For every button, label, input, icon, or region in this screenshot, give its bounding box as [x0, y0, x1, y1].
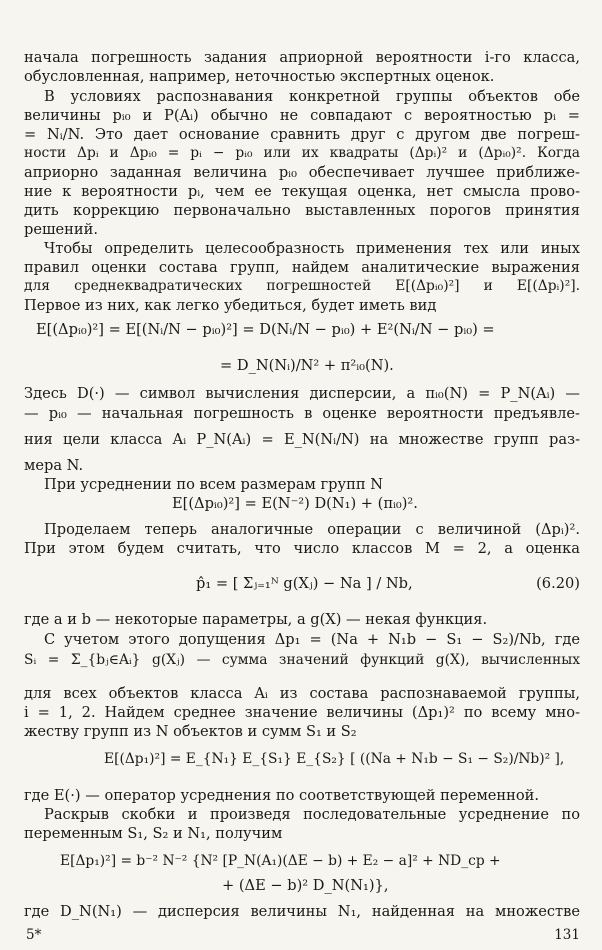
text-line: для всех объектов класса Aᵢ из состава распознаваемой группы, — [24, 685, 580, 702]
equation-number: (6.20) — [536, 575, 580, 592]
text-line: обусловленная, например, неточностью экспертных оценок. — [24, 68, 495, 85]
text-line: мера N. — [24, 457, 84, 474]
text-line: Чтобы определить целесообразность применения тех или иных — [44, 240, 580, 257]
page-number: 131 — [554, 927, 580, 943]
equation: E[Δp₁)²] = b⁻² N⁻² {N² [P_N(A₁)(ΔE − b) + E₂ − a]² + ND_cp + — [60, 853, 501, 869]
text-line: Раскрыв скобки и произведя последовательные усреднение по — [44, 806, 580, 823]
text-line: — pᵢ₀ — начальная погрешность в оценке вероятности предъявле- — [24, 405, 580, 422]
text-line: Первое из них, как легко убедиться, будет иметь вид — [24, 297, 437, 314]
text-line: При этом будем считать, что число классов M = 2, а оценка — [24, 540, 580, 557]
text-line: для среднеквадратических погрешностей E[(Δpᵢ₀)²] и E[(Δpᵢ)²]. — [24, 278, 580, 294]
text-line: жеству групп из N объектов и сумм S₁ и S₂ — [24, 723, 357, 740]
text-line: величины pᵢ₀ и P(Aᵢ) обычно не совпадают с вероятностью pᵢ = — [24, 107, 580, 124]
text-line: Здесь D(·) — символ вычисления дисперсии, а πᵢ₀(N) = P_N(Aᵢ) — — [24, 385, 580, 402]
text-line: где a и b — некоторые параметры, а g(X) — некая функция. — [24, 611, 488, 628]
text-line: В условиях распознавания конкретной группы объектов обе — [44, 88, 580, 105]
equation: p̂₁ = [ Σⱼ₌₁ᴺ g(Xⱼ) − Na ] / Nb, — [196, 575, 413, 592]
text-line: априорно заданная величина pᵢ₀ обеспечивает лучшее приближе- — [24, 164, 580, 181]
text-line: ния цели класса Aᵢ P_N(Aᵢ) = E_N(Nᵢ/N) на множестве групп раз- — [24, 431, 580, 448]
text-line: где D_N(N₁) — дисперсия величины N₁, найденная на множестве — [24, 903, 580, 920]
text-line: начала погрешность задания априорной вероятности i-го класса, — [24, 49, 580, 66]
equation: E[(Δpᵢ₀)²] = E[(Nᵢ/N − pᵢ₀)²] = D(Nᵢ/N − pᵢ₀) + E²(Nᵢ/N − pᵢ₀) = — [36, 321, 495, 338]
text-line: ности Δpᵢ и Δpᵢ₀ = pᵢ − pᵢ₀ или их квадраты (Δpᵢ)² и (Δpᵢ₀)². Когда — [24, 145, 580, 161]
text-line: С учетом этого допущения Δp₁ = (Na + N₁b − S₁ − S₂)/Nb, где — [44, 631, 580, 648]
text-line: правил оценки состава групп, найдем аналитические выражения — [24, 259, 580, 276]
text-line: Sᵢ = Σ_{bⱼ∈Aᵢ} g(Xⱼ) — сумма значений функций g(X), вычисленных — [24, 652, 580, 668]
equation: + (ΔE − b)² D_N(N₁)}, — [222, 877, 389, 894]
signature-mark: 5* — [26, 927, 42, 943]
text-line: где E(·) — оператор усреднения по соответствующей переменной. — [24, 787, 540, 804]
text-line: переменным S₁, S₂ и N₁, получим — [24, 825, 283, 842]
text-line: При усреднении по всем размерам групп N — [44, 476, 383, 493]
text-line: ние к вероятности pᵢ, чем ее текущая оценка, нет смысла прово- — [24, 183, 580, 200]
text-line: i = 1, 2. Найдем среднее значение величины (Δp₁)² по всему мно- — [24, 704, 580, 721]
text-line: дить коррекцию первоначально выставленных порогов принятия — [24, 202, 580, 219]
equation: = D_N(Nᵢ)/N² + π²ᵢ₀(N). — [220, 357, 394, 374]
text-line: = Nᵢ/N. Это дает основание сравнить друг с другом две погреш- — [24, 126, 580, 143]
equation: E[(Δpᵢ₀)²] = E(N⁻²) D(N₁) + (πᵢ₀)². — [172, 495, 418, 512]
equation: E[(Δp₁)²] = E_{N₁} E_{S₁} E_{S₂} [ ((Na + N₁b − S₁ − S₂)/Nb)² ], — [104, 751, 565, 767]
text-line: Проделаем теперь аналогичные операции с величиной (Δpᵢ)². — [44, 521, 580, 538]
text-line: решений. — [24, 221, 99, 238]
